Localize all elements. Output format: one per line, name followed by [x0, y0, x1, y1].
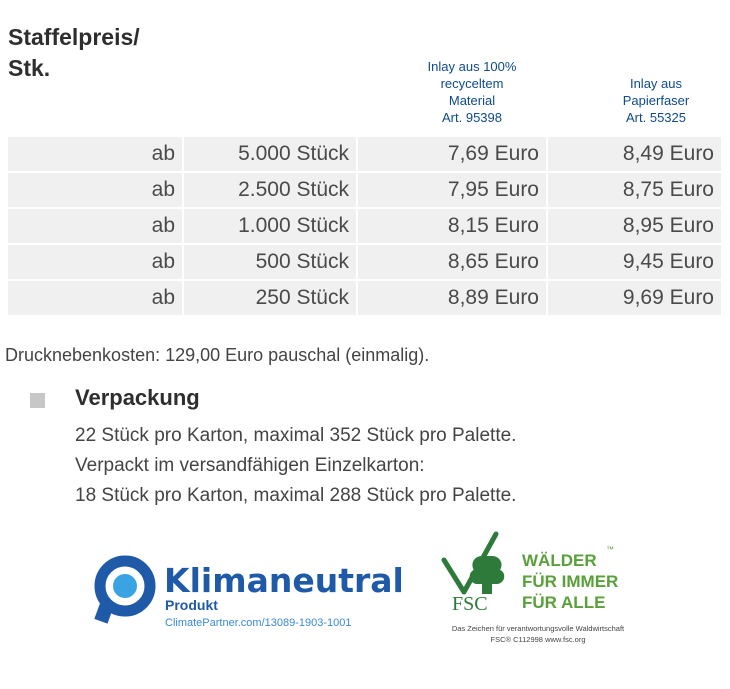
packaging-line: Verpackt im versandfähigen Einzelkarton: — [75, 455, 425, 476]
klimaneutral-subtitle: Produkt — [165, 597, 218, 613]
price-paperfiber-cell: 8,75 Euro — [548, 173, 721, 207]
price-paperfiber-cell: 9,45 Euro — [548, 245, 721, 279]
klimaneutral-title: Klimaneutral — [164, 561, 404, 600]
klimaneutral-url: ClimatePartner.com/13089-1903-1001 — [165, 617, 352, 629]
climate-partner-dot-icon — [113, 574, 137, 598]
fsc-caption-2: FSC® C112998 www.fsc.org — [490, 635, 586, 644]
price-prefix: ab — [8, 281, 182, 315]
price-recycled-cell: 8,15 Euro — [358, 209, 546, 243]
quantity-cell: 500 Stück — [184, 245, 356, 279]
column-header-recycled: Inlay aus 100% recyceltem Material Art. 95398 — [427, 59, 517, 125]
price-row — [8, 137, 721, 171]
price-prefix: ab — [8, 209, 182, 243]
fsc-slogan-1: WÄLDER — [522, 551, 597, 570]
packaging-line: 18 Stück pro Karton, maximal 288 Stück pro Palette. — [75, 485, 517, 506]
quantity-cell: 1.000 Stück — [184, 209, 356, 243]
bullet-square — [30, 393, 45, 408]
packaging-heading: Verpackung — [75, 385, 200, 410]
price-row — [8, 209, 721, 243]
price-recycled-cell: 8,65 Euro — [358, 245, 546, 279]
price-paperfiber-cell: 8,49 Euro — [548, 137, 721, 171]
fsc-logo — [438, 530, 638, 650]
price-title: Staffelpreis/ Stk. — [8, 24, 140, 81]
price-recycled-cell: 7,95 Euro — [358, 173, 546, 207]
quantity-cell: 5.000 Stück — [184, 137, 356, 171]
climate-neutral-logo — [90, 550, 420, 635]
fsc-brand: FSC — [452, 593, 488, 615]
price-prefix: ab — [8, 173, 182, 207]
price-recycled-cell: 7,69 Euro — [358, 137, 546, 171]
price-recycled-cell: 8,89 Euro — [358, 281, 546, 315]
column-header-paperfiber: Inlay aus Papierfaser Art. 55325 — [622, 76, 690, 125]
price-table — [6, 135, 723, 317]
price-prefix: ab — [8, 245, 182, 279]
price-paperfiber-cell: 8,95 Euro — [548, 209, 721, 243]
price-row — [8, 281, 721, 315]
quantity-cell: 2.500 Stück — [184, 173, 356, 207]
price-row — [8, 173, 721, 207]
price-row — [8, 245, 721, 279]
quantity-cell: 250 Stück — [184, 281, 356, 315]
fsc-tree-checkmark-icon — [444, 534, 504, 594]
fsc-trademark: ™ — [606, 545, 614, 554]
fsc-caption-1: Das Zeichen für verantwortungsvolle Waldwirtschaft — [451, 624, 625, 633]
fsc-slogan-2: FÜR IMMER — [522, 572, 619, 591]
packaging-details — [75, 421, 516, 511]
fsc-slogan-3: FÜR ALLE — [522, 593, 606, 612]
price-prefix: ab — [8, 137, 182, 171]
price-paperfiber-cell: 9,69 Euro — [548, 281, 721, 315]
packaging-line: 22 Stück pro Karton, maximal 352 Stück pro Palette. — [75, 425, 517, 446]
extra-costs-note: Drucknebenkosten: 129,00 Euro pauschal (einmalig). — [5, 345, 430, 365]
